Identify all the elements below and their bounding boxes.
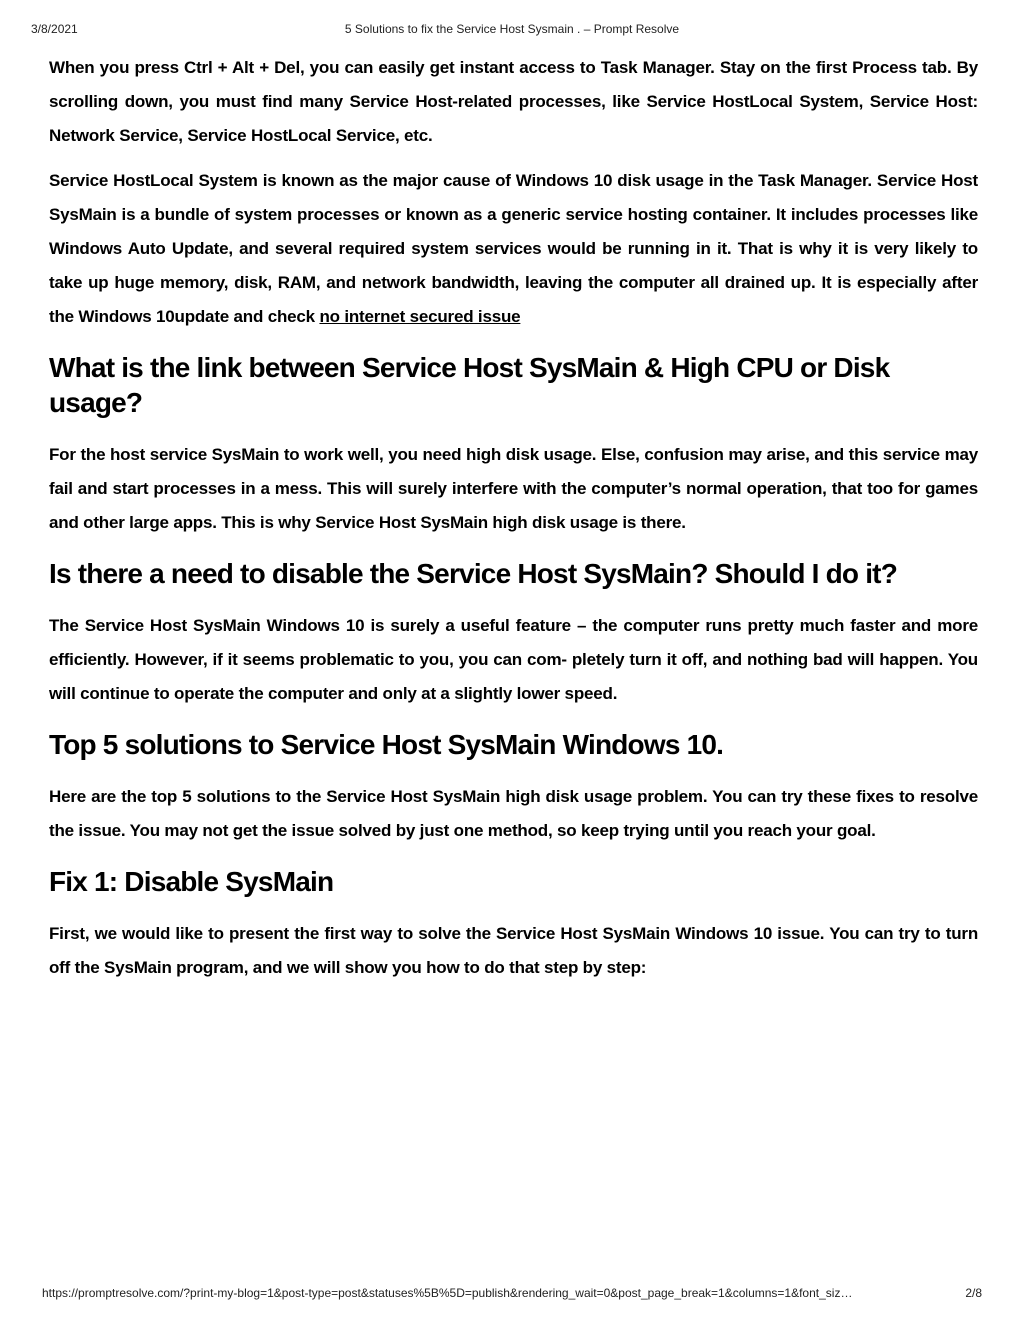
- paragraph-text: Service HostLocal System is known as the major cause of Windows 10 disk usage in the Task Manager. Service Host SysMain is a bundle of system processes or known as a generic service hosting container. It includes processes like Windows Auto Update, and several required system services would be running in it. That is why it is very likely to take up huge memory, disk, RAM, and network bandwidth, leaving the computer all drained up. It is especially after the Windows 10update and check: [49, 171, 978, 326]
- heading-need-to-disable: Is there a need to disable the Service Host SysMain? Should I do it?: [49, 558, 898, 589]
- print-date: 3/8/2021: [31, 22, 78, 36]
- paragraph-useful-feature: The Service Host SysMain Windows 10 is surely a useful feature – the computer runs pretty much faster and more efficiently. However, if it seems problematic to you, you can com- pletely turn it off, and nothing bad will happen. You will continue to operate the computer and only at a slightly lower speed.: [49, 616, 978, 703]
- heading-link-cpu-disk: What is the link between Service Host SysMain & High CPU or Disk usage?: [49, 352, 890, 418]
- paragraph-task-manager: When you press Ctrl + Alt + Del, you can easily get instant access to Task Manager. Stay on the first Process tab. By scrolling down, you must find many Service Host-related processes, like Service HostLocal System, Service Host: Network Service, Service HostLocal Service, etc.: [49, 58, 978, 145]
- page-footer: [42, 1286, 982, 1302]
- paragraph-fix-1-intro: First, we would like to present the first way to solve the Service Host SysMain Windows 10 issue. You can try to turn off the SysMain program, and we will show you how to do that step by step:: [49, 924, 978, 977]
- page-title: 5 Solutions to fix the Service Host Sysmain . – Prompt Resolve: [344, 22, 680, 36]
- page-number: 2/8: [965, 1286, 982, 1300]
- heading-top-5-solutions: Top 5 solutions to Service Host SysMain Windows 10.: [49, 729, 724, 760]
- heading-fix-1: Fix 1: Disable SysMain: [49, 866, 334, 897]
- paragraph-service-host-local-system: [49, 164, 978, 334]
- paragraph-high-disk-usage: For the host service SysMain to work well, you need high disk usage. Else, confusion may arise, and this service may fail and start processes in a mess. This will surely interfere with the computer’s normal operation, that too for games and other large apps. This is why Service Host SysMain high disk usage is there.: [49, 445, 978, 532]
- page-header: [31, 22, 993, 38]
- page-url: https://promptresolve.com/?print-my-blog=1&post-type=post&statuses%5B%5D=publish&rendering_wait=0&post_page_break=1&columns=1&font_siz…: [42, 1286, 853, 1300]
- article-body: [49, 51, 978, 996]
- paragraph-top-5-intro: Here are the top 5 solutions to the Service Host SysMain high disk usage problem. You can try these fixes to resolve the issue. You may not get the issue solved by just one method, so keep trying until you reach your goal.: [49, 787, 978, 840]
- no-internet-secured-issue-link[interactable]: no internet secured issue: [319, 307, 521, 326]
